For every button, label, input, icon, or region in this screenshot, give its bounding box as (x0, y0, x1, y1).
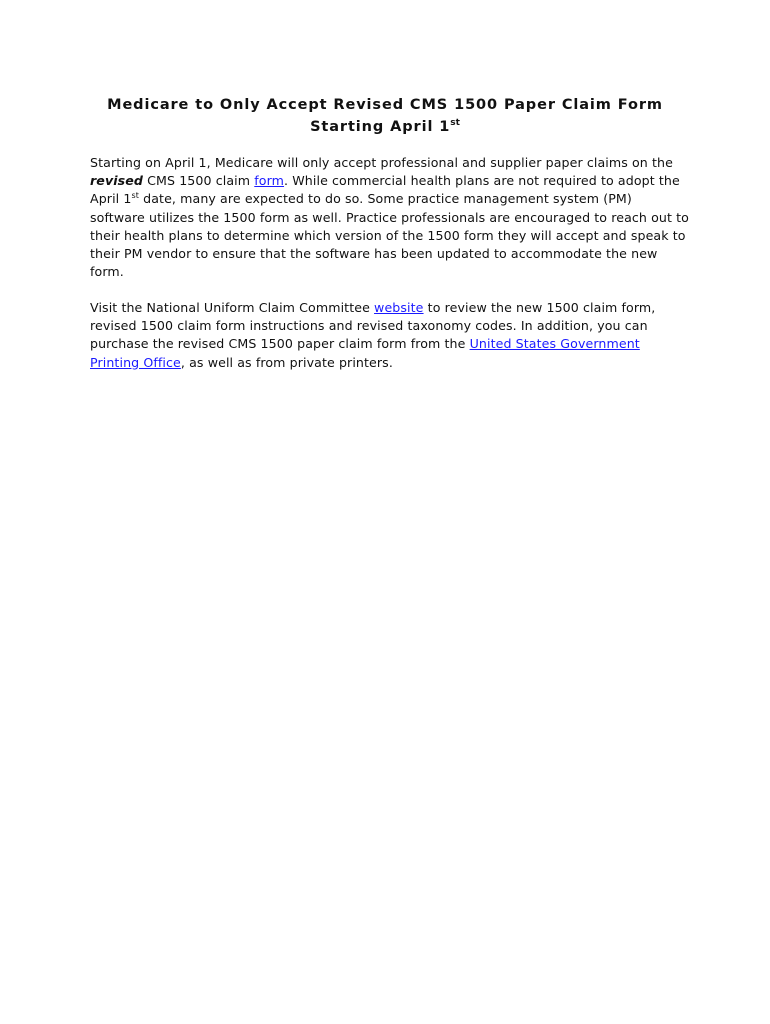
paragraph-nucc-resources (90, 299, 690, 372)
p1-ordinal-suffix: st (131, 191, 140, 201)
document-title (90, 94, 680, 138)
p1-text-1: Starting on April 1, Medicare will only accept professional and supplier paper claims on the (90, 155, 673, 170)
p1-text-3: . While commercial health plans are not required to adopt the April 1 (90, 173, 680, 207)
paragraph-medicare-deadline (90, 154, 690, 281)
form-link[interactable]: form (254, 173, 285, 189)
gpo-link[interactable]: United States Government Printing Office (90, 336, 640, 370)
p2-text-3: , as well as from private printers. (180, 354, 393, 370)
title-ordinal-suffix: st (450, 118, 460, 128)
nucc-website-link[interactable]: website (374, 300, 424, 315)
p1-emphasis-revised: revised (90, 173, 144, 189)
title-line-2-text: Starting April 1 (310, 119, 451, 135)
title-line-2 (90, 116, 680, 138)
p2-text-2: to review the new 1500 claim form, revised 1500 claim form instructions and revised taxonomy codes. In addition, you can purchase the revised CMS 1500 paper claim form from the (90, 300, 656, 352)
p1-text-2: CMS 1500 claim (143, 173, 255, 189)
p1-text-4: date, many are expected to do so. Some practice management system (PM) software utilizes the 1500 form as well. Practice professionals are encouraged to reach out to their health plans to determine which version of the 1500 form they will accept and speak to their PM vendor to ensure that the software has been updated to accommodate the new form. (90, 191, 689, 280)
p2-text-1: Visit the National Uniform Claim Committee (90, 300, 375, 315)
title-line-1: Medicare to Only Accept Revised CMS 1500 Paper Claim Form (107, 97, 663, 113)
